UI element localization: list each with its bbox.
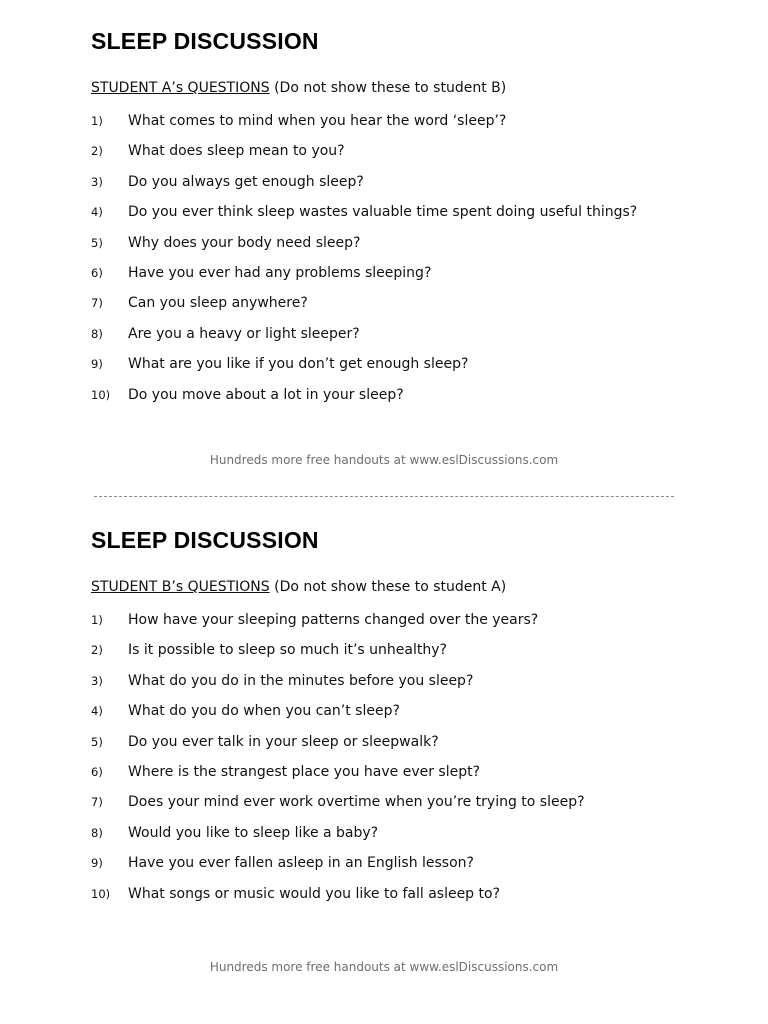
- question-number: 5): [91, 734, 103, 749]
- question-number: 3): [91, 673, 103, 688]
- footer-credit: Hundreds more free handouts at www.eslDiscussions.com: [209, 960, 559, 974]
- question-number: 1): [91, 114, 103, 128]
- question-text: Can you sleep anywhere?: [128, 295, 308, 312]
- question-number: 4): [91, 205, 103, 220]
- question-number: 4): [91, 704, 103, 719]
- question-number: 7): [91, 296, 103, 311]
- question-text: Have you ever fallen asleep in an English lesson?: [128, 855, 474, 872]
- question-item: [0, 204, 768, 234]
- subtitle-label: STUDENT B’s QUESTIONS: [91, 579, 270, 595]
- question-text: Do you ever talk in your sleep or sleepwalk?: [128, 733, 439, 750]
- question-text: Do you ever think sleep wastes valuable time spent doing useful things?: [128, 204, 638, 221]
- question-number: 2): [91, 643, 103, 658]
- question-item: [0, 673, 768, 703]
- question-number: 10): [91, 387, 111, 402]
- question-item: [0, 886, 768, 916]
- question-text: Does your mind ever work overtime when you’re trying to sleep?: [128, 794, 585, 811]
- question-text: What songs or music would you like to fall asleep to?: [128, 885, 501, 902]
- question-number: 3): [91, 174, 103, 189]
- section-subtitle: [91, 80, 506, 96]
- question-text: What comes to mind when you hear the word ‘sleep’?: [128, 113, 507, 129]
- question-item: [0, 764, 768, 794]
- question-item: [0, 825, 768, 855]
- question-item: [0, 642, 768, 672]
- question-number: 10): [91, 886, 111, 901]
- question-item: [0, 734, 768, 764]
- question-text: Do you move about a lot in your sleep?: [128, 386, 404, 403]
- question-list: [0, 612, 768, 916]
- question-number: 5): [91, 235, 103, 250]
- question-text: Is it possible to sleep so much it’s unhealthy?: [128, 642, 447, 659]
- footer-credit: Hundreds more free handouts at www.eslDiscussions.com: [209, 453, 559, 467]
- question-text: Would you like to sleep like a baby?: [128, 824, 379, 841]
- question-number: 8): [91, 326, 103, 341]
- question-item: [0, 703, 768, 733]
- question-list: [0, 113, 768, 417]
- question-text: Why does your body need sleep?: [128, 234, 361, 251]
- section-subtitle: [91, 579, 506, 595]
- question-text: What are you like if you don’t get enough sleep?: [128, 356, 469, 373]
- question-text: Do you always get enough sleep?: [128, 173, 364, 190]
- question-text: Have you ever had any problems sleeping?: [128, 264, 432, 281]
- question-item: [0, 356, 768, 386]
- question-number: 6): [91, 265, 103, 280]
- question-number: 1): [91, 613, 103, 627]
- question-item: [0, 855, 768, 885]
- question-item: [0, 326, 768, 356]
- question-item: [0, 174, 768, 204]
- question-number: 2): [91, 144, 103, 159]
- question-item: [0, 113, 768, 143]
- question-text: What does sleep mean to you?: [128, 143, 345, 160]
- question-item: [0, 265, 768, 295]
- subtitle-label: STUDENT A’s QUESTIONS: [91, 80, 270, 96]
- question-text: How have your sleeping patterns changed over the years?: [128, 612, 539, 628]
- question-item: [0, 794, 768, 824]
- page-title: SLEEP DISCUSSION: [91, 28, 319, 54]
- cut-line-divider: [94, 496, 674, 497]
- question-item: [0, 295, 768, 325]
- question-text: Where is the strangest place you have ever slept?: [128, 763, 481, 780]
- question-number: 9): [91, 357, 103, 372]
- question-item: [0, 387, 768, 417]
- question-item: [0, 612, 768, 642]
- question-number: 9): [91, 856, 103, 871]
- question-number: 7): [91, 795, 103, 810]
- question-number: 6): [91, 764, 103, 779]
- subtitle-note: (Do not show these to student A): [274, 579, 507, 595]
- question-item: [0, 143, 768, 173]
- subtitle-note: (Do not show these to student B): [274, 80, 507, 96]
- question-number: 8): [91, 825, 103, 840]
- question-text: Are you a heavy or light sleeper?: [128, 325, 360, 342]
- question-text: What do you do in the minutes before you sleep?: [128, 672, 474, 689]
- question-item: [0, 235, 768, 265]
- question-text: What do you do when you can’t sleep?: [128, 703, 400, 720]
- page-title: SLEEP DISCUSSION: [91, 527, 319, 553]
